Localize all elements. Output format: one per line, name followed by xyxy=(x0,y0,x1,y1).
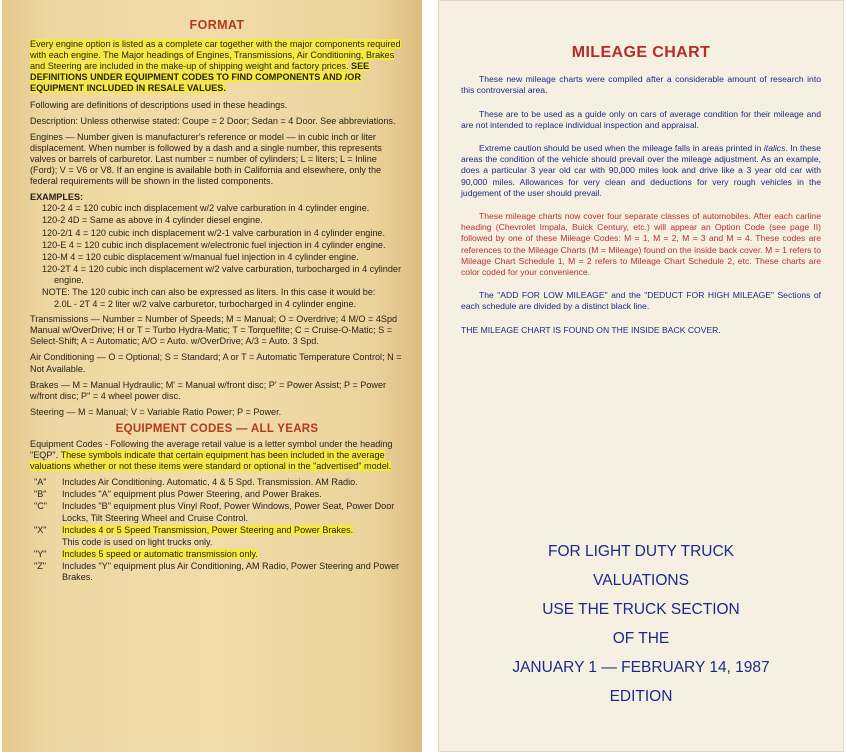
truck-line: OF THE xyxy=(612,630,670,647)
code-key: "Z" xyxy=(34,560,47,571)
code-text: Includes Air Conditioning. Automatic, 4 & 5 Spd. Transmission. AM Radio. xyxy=(62,477,358,488)
code-text: Includes "Y" equipment plus Air Conditioning, AM Radio, Power Steering and Power Brakes. xyxy=(62,560,400,583)
code-key: "A" xyxy=(34,477,47,488)
mileage-paragraph-6: THE MILEAGE CHART IS FOUND ON THE INSIDE BACK COVER. xyxy=(461,324,721,335)
equipment-code-row xyxy=(34,525,404,536)
truck-line: FOR LIGHT DUTY TRUCK xyxy=(547,543,735,560)
example-note: NOTE: The 120 cubic inch can also be expressed as liters. In this case it would be: xyxy=(42,286,376,297)
format-intro xyxy=(30,39,404,94)
truck-line: VALUATIONS xyxy=(593,572,689,589)
engines-definition: Engines — Number given is manufacturer's reference or model — in cubic inch or liter displacement. When number is followed by a dash and a single number, this represents valves or barrels of carburetor. Last number = number of cylinders; L = liters; L = Inline (Ford); V = V6 or V8. If an engine is available both in California and elsewhere, only the federal requirements will be shown in the listed components. xyxy=(30,131,382,187)
mileage-paragraph-1: These new mileage charts were compiled after a considerable amount of research into this controversial area. xyxy=(461,74,821,96)
truck-line: EDITION xyxy=(609,688,673,705)
code-key: "X" xyxy=(34,524,47,535)
code-key: "C" xyxy=(34,501,48,512)
example-item: 120-2 4D = Same as above in 4 cylinder diesel engine. xyxy=(42,215,263,226)
format-title: FORMAT xyxy=(189,18,245,32)
equipment-intro xyxy=(30,439,404,472)
code-text: Includes "B" equipment plus Vinyl Roof, Power Windows, Power Seat, Power Door Locks, Tilt Steering Wheel and Cruise Control. xyxy=(62,501,395,523)
code-text: Includes "A" equipment plus Power Steering, and Power Brakes. xyxy=(62,489,322,500)
equipment-code-row xyxy=(34,489,404,500)
mileage-paragraph-4: These mileage charts now cover four separate classes of automobiles. After each carline heading (Chevrolet Impala, Buick Century, etc.) will appear an Option Code (see page II) followed by one of these Mileage Codes: M = 1, M = 2, M = 3 and M = 4. These codes are references to the Mileage Charts (M = Mileage) found on the inside back cover. M = 1 refers to Mileage Chart Schedule 1, M = 2 refers to Mileage Chart Schedule 2, etc. These charts are color coded for your convenience. xyxy=(461,211,821,278)
equipment-code-row xyxy=(34,561,404,583)
example-item: 120-2 4 = 120 cubic inch displacement w/2 valve carburation in 4 cylinder engine. xyxy=(42,203,370,214)
mileage-paragraph-5: The "ADD FOR LOW MILEAGE" and the "DEDUCT FOR HIGH MILEAGE" Sections of each schedule are divided by a distinct black line. xyxy=(461,290,821,312)
equipment-intro-plain: Equipment Codes - Following the average retail value is a letter symbol under the heading "EQP". xyxy=(30,439,393,461)
equipment-code-row xyxy=(34,477,404,488)
intro-bold-highlight: SEE DEFINITIONS UNDER EQUIPMENT CODES TO FIND COMPONENTS AND /OR EQUIPMENT INCLUDED IN RESALE VALUES. xyxy=(30,61,370,94)
equipment-code-row xyxy=(34,549,404,560)
example-item: 120-M 4 = 120 cubic displacement w/manual fuel injection in 4 cylinder engine. xyxy=(42,251,359,262)
equipment-code-row xyxy=(34,501,404,523)
truck-notice xyxy=(439,537,843,711)
example-item: 120-E 4 = 120 cubic inch displacement w/electronic fuel injection in 4 cylinder engine. xyxy=(42,239,386,250)
transmissions-definition: Transmissions — Number = Number of Speeds; M = Manual; O = Overdrive; 4 M/O = 4Spd Manual w/OverDrive; H or T = Turbo Hydra-Matic; T = Torqueflite; C = Cruise-O-Matic; S = Select-Shift; A = Automatic; A/O = Auto. w/OverDrive; A/3 = Auto. 3 Spd. xyxy=(30,314,398,347)
description-definition: Description: Unless otherwise stated: Coupe = 2 Door; Sedan = 4 Door. See abbreviations. xyxy=(30,115,396,126)
equipment-codes-title: EQUIPMENT CODES — ALL YEARS xyxy=(115,422,319,435)
example-item: 120-2T 4 = 120 cubic inch displacement w/2 valve carburation, turbocharged in 4 cylinder engine. xyxy=(42,263,401,285)
example-item: 2.0L - 2T 4 = 2 liter w/2 valve carburetor, turbocharged in 4 cylinder engine. xyxy=(54,299,357,310)
equipment-intro-highlight: These symbols indicate that certain equipment has been included in the average valuations whether or not these items were standard or optional in the "advertised" model. xyxy=(30,450,392,472)
right-page xyxy=(438,0,844,752)
mileage-paragraph-2: These are to be used as a guide only on cars of average condition for their mileage and are not intended to replace individual inspection and appraisal. xyxy=(461,108,821,130)
intro-highlight: Every engine option is listed as a complete car together with the major components required with each engine. The Major headings of Engines, Transmissions, Air Conditioning, Brakes and Steering are included in the make-up of shipping weight and factory prices. xyxy=(30,39,401,72)
air-conditioning-definition: Air Conditioning — O = Optional; S = Standard; A or T = Automatic Temperature Control; N = Not Available. xyxy=(30,352,402,374)
examples-heading: EXAMPLES: xyxy=(30,192,84,203)
p3-italic: italics xyxy=(763,143,786,154)
mileage-chart-title: MILEAGE CHART xyxy=(571,44,711,61)
p3-text-b: . In these areas the condition of the vehicle should prevail over the mileage adjustment. As an example, does a particular 3 year old car with 90,000 miles look and drive like a 3 year old car with 90,000 miles. Allowances for very clean and deductions for very rough vehicles in the judgement of the user should prevail. xyxy=(461,143,821,198)
mileage-paragraph-3 xyxy=(461,143,821,199)
truck-line: JANUARY 1 — FEBRUARY 14, 1987 xyxy=(512,659,770,676)
example-item: 120-2/1 4 = 120 cubic inch displacement w/2-1 valve carburation in 4 cylinder engine. xyxy=(42,227,385,238)
examples-list xyxy=(30,203,404,310)
code-extra-note: This code is used on light trucks only. xyxy=(62,536,213,547)
p3-text-a: Extreme caution should be used when the mileage falls in areas printed in xyxy=(479,143,762,154)
equipment-codes-list xyxy=(30,477,404,583)
brakes-definition: Brakes — M = Manual Hydraulic; M' = Manual w/front disc; P' = Power Assist; P = Power w/front disc; P" = 4 wheel power disc. xyxy=(30,379,387,401)
following-text: Following are definitions of descriptions used in these headings. xyxy=(30,99,288,110)
truck-line: USE THE TRUCK SECTION xyxy=(542,601,740,618)
code-key: "Y" xyxy=(34,548,47,559)
code-text-highlight: Includes 5 speed or automatic transmission only. xyxy=(62,548,258,559)
code-key: "B" xyxy=(34,489,47,500)
steering-definition: Steering — M = Manual; V = Variable Ratio Power; P = Power. xyxy=(30,406,282,417)
code-text-highlight: Includes 4 or 5 Speed Transmission, Power Steering and Power Brakes. xyxy=(62,524,354,535)
left-page xyxy=(2,0,422,752)
